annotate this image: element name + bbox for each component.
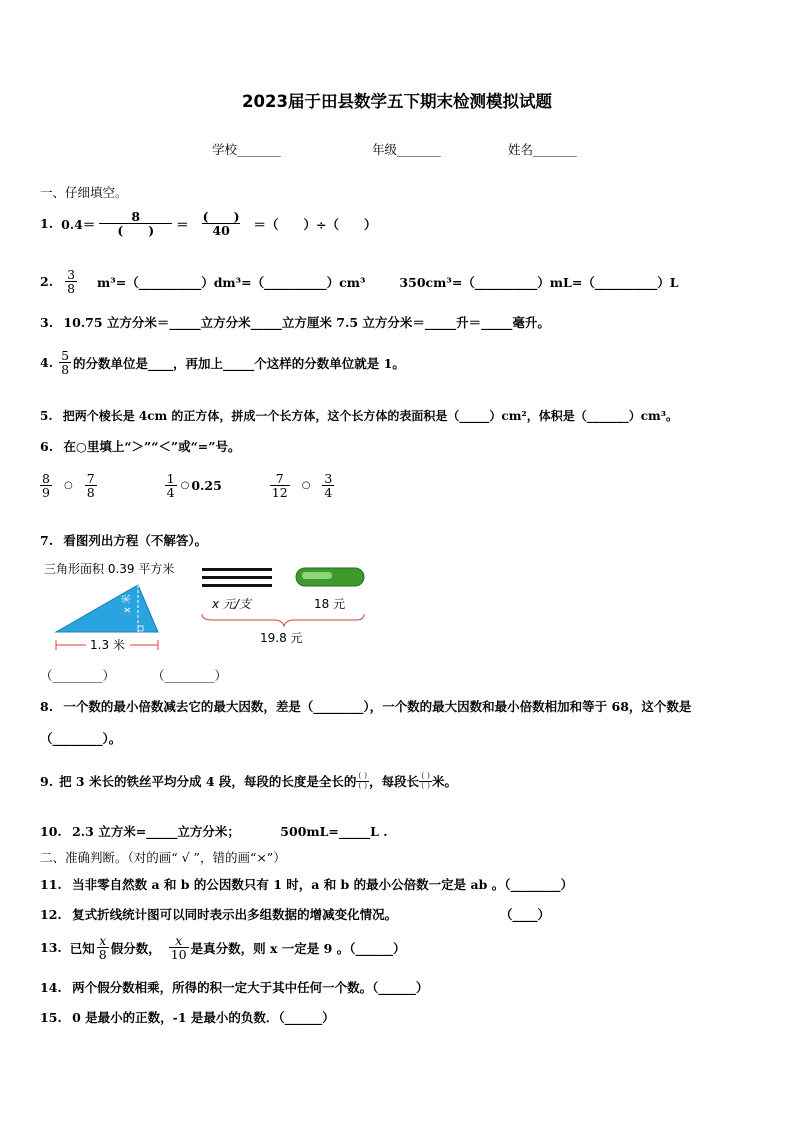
numerator[interactable]: ( ) <box>202 209 240 224</box>
q15-text[interactable]: 0 是最小的正数，-1 是最小的负数．（______） <box>72 1010 335 1025</box>
q2-fraction <box>65 268 77 295</box>
q7-answer-2[interactable]: （________） <box>152 668 228 683</box>
denominator: 8 <box>61 362 70 378</box>
triangle-height-label: x 米 <box>122 593 133 613</box>
pencil-box-highlight <box>302 572 332 579</box>
q10-text-2[interactable]: 500mL=_____L . <box>280 824 388 839</box>
numerator: 7 <box>86 471 95 486</box>
q8-line-1[interactable]: 一个数的最小倍数减去它的最大因数，差是（________），一个数的最大因数和最小倍数相加和等于 68，这个数是 <box>63 699 692 714</box>
pen-price-label: x 元/支 <box>212 597 251 611</box>
question-number: 11. <box>40 877 62 892</box>
pen-1 <box>202 568 272 571</box>
denominator: 40 <box>202 223 239 237</box>
q8-line-2[interactable]: （________）。 <box>40 731 122 746</box>
q4-fraction <box>59 349 71 376</box>
numerator[interactable]: ( ) <box>421 771 430 781</box>
school-blank[interactable]: _______ <box>237 142 281 157</box>
page-title: 2023届于田县数学五下期末检测模拟试题 <box>242 92 552 111</box>
q11-text[interactable]: 当非零自然数 a 和 b 的公因数只有 1 时，a 和 b 的最小公倍数一定是 ab 。（________） <box>72 877 573 892</box>
q1-fraction-1 <box>99 210 172 237</box>
question-number: 10. <box>40 824 62 839</box>
section-2-heading: 二、准确判断。（对的画“ √ ”，错的画“×”） <box>40 850 286 865</box>
numerator: 8 <box>131 209 141 224</box>
grade-field <box>372 140 441 158</box>
pen-3 <box>202 584 272 587</box>
question-8 <box>40 697 691 715</box>
numerator[interactable]: ( ) <box>358 771 368 781</box>
triangle-caption: 三角形面积 0.39 平方米 <box>44 562 175 576</box>
section-1-heading: 一、仔细填空。 <box>40 185 128 200</box>
q6-text: 在○里填上“＞”“＜”或“=”号。 <box>63 439 241 454</box>
q6-frac-d <box>270 472 290 499</box>
name-blank[interactable]: _______ <box>533 142 577 157</box>
q1-fraction-2 <box>193 210 250 237</box>
question-number: 12. <box>40 907 62 922</box>
q13-mid: 假分数， <box>110 940 161 956</box>
numerator: 5 <box>61 348 70 363</box>
q2-part-a[interactable]: m³=（__________）dm³=（__________）cm³ <box>97 274 366 290</box>
box-price-label: 18 元 <box>314 597 346 611</box>
q14-text[interactable]: 两个假分数相乘，所得的积一定大于其中任何一个数。（______） <box>72 980 429 995</box>
name-label: 姓名 <box>508 142 534 157</box>
question-14 <box>40 978 428 996</box>
q1-equals: ＝ <box>176 216 189 232</box>
numerator: 1 <box>166 471 175 486</box>
question-12 <box>40 905 397 923</box>
q2-part-b[interactable]: 350cm³=（__________）mL=（__________）L <box>399 274 679 290</box>
question-number: 8. <box>40 699 54 714</box>
total-brace <box>202 614 364 626</box>
q9-text-3: 米。 <box>431 774 457 789</box>
question-number: 2. <box>40 274 54 290</box>
denominator: 9 <box>42 485 50 501</box>
q7-text: 看图列出方程（不解答）。 <box>63 533 208 548</box>
triangle-figure <box>40 555 200 660</box>
q6-comparisons <box>40 472 334 499</box>
denominator: 12 <box>271 485 288 501</box>
q6-frac-c <box>165 472 177 499</box>
numerator: x <box>175 933 183 948</box>
q5-text[interactable]: 把两个棱长是 4cm 的正方体，拼成一个长方体，这个长方体的表面积是（_____）cm²，体积是（_______）cm³。 <box>62 409 678 423</box>
pens-box-figure <box>198 562 378 652</box>
denominator: 8 <box>98 947 107 963</box>
compare-circle-1[interactable]: ○ <box>63 480 73 492</box>
question-number: 5. <box>40 409 53 423</box>
grade-blank[interactable]: _______ <box>397 142 441 157</box>
q3-text[interactable]: 10.75 立方分米＝_____立方分米_____立方厘米 7.5 立方分米＝_____升＝_____毫升。 <box>63 315 550 330</box>
q13-lead: 已知 <box>69 940 95 956</box>
compare-circle-3[interactable]: ○ <box>301 480 311 492</box>
question-11 <box>40 875 573 893</box>
q13-fraction-1 <box>97 934 109 961</box>
numerator: 7 <box>275 471 284 486</box>
q1-tail[interactable]: ＝（ ）÷（ ） <box>253 216 377 232</box>
denominator: 4 <box>166 485 175 501</box>
triangle-shape <box>56 585 158 632</box>
question-1 <box>40 210 377 237</box>
q4-text[interactable]: 的分数单位是____，再加上_____个这样的分数单位就是 1。 <box>73 355 405 371</box>
denominator[interactable]: ( ) <box>99 223 172 237</box>
q6-frac-b <box>85 472 97 499</box>
question-number: 14. <box>40 980 62 995</box>
question-number: 9. <box>40 773 54 789</box>
denominator: 10 <box>170 947 187 963</box>
triangle-base-label: 1.3 米 <box>90 638 125 652</box>
numerator: 3 <box>67 267 76 282</box>
question-13 <box>40 934 405 961</box>
denominator: 8 <box>67 281 76 297</box>
question-5 <box>40 407 678 424</box>
q7-answer-1[interactable]: （________） <box>40 668 116 683</box>
numerator: 8 <box>42 471 50 486</box>
pen-2 <box>202 576 272 579</box>
denominator[interactable]: ( ) <box>358 780 368 790</box>
question-number: 4. <box>40 355 54 371</box>
question-4 <box>40 349 405 376</box>
q10-text-1[interactable]: 2.3 立方米=_____立方分米； <box>72 824 240 839</box>
numerator: 3 <box>324 471 333 486</box>
question-6 <box>40 437 240 455</box>
school-label: 学校 <box>212 142 238 157</box>
denominator[interactable]: ( ) <box>421 780 430 790</box>
numerator: x <box>99 933 107 948</box>
question-number: 15. <box>40 1010 62 1025</box>
school-field <box>212 140 281 158</box>
question-2 <box>40 268 679 295</box>
question-15 <box>40 1008 335 1026</box>
q9-blank-fraction-1[interactable] <box>356 772 369 790</box>
question-10 <box>40 822 388 840</box>
q6-value-c: 0.25 <box>191 478 222 494</box>
q9-blank-fraction-2[interactable] <box>419 772 432 790</box>
q13-tail[interactable]: 是真分数，则 x 一定是 9 。（______） <box>190 940 406 956</box>
q9-text-2: ，每段长 <box>369 774 420 789</box>
question-number: 6. <box>40 439 54 454</box>
q13-fraction-2 <box>169 934 189 961</box>
question-number: 3. <box>40 315 54 330</box>
q6-frac-e <box>322 472 334 499</box>
denominator: 4 <box>324 485 333 501</box>
question-number: 13. <box>40 940 62 956</box>
question-number: 1. <box>40 216 54 232</box>
q12-text: 复式折线统计图可以同时表示出多组数据的增减变化情况。 <box>72 907 398 922</box>
name-field <box>508 140 577 158</box>
denominator: 8 <box>86 485 95 501</box>
total-price-label: 19.8 元 <box>260 631 303 645</box>
question-3 <box>40 313 550 331</box>
q1-lead: 0.4＝ <box>61 216 96 232</box>
q12-answer[interactable]: （____） <box>500 907 551 922</box>
question-number: 7. <box>40 533 54 548</box>
question-7 <box>40 531 207 549</box>
question-9 <box>40 772 457 790</box>
q6-frac-a <box>40 472 52 499</box>
q9-text-1: 把 3 米长的铁丝平均分成 4 段，每段的长度是全长的 <box>59 774 357 789</box>
compare-circle-2[interactable]: ○ <box>180 480 190 492</box>
grade-label: 年级 <box>372 142 398 157</box>
